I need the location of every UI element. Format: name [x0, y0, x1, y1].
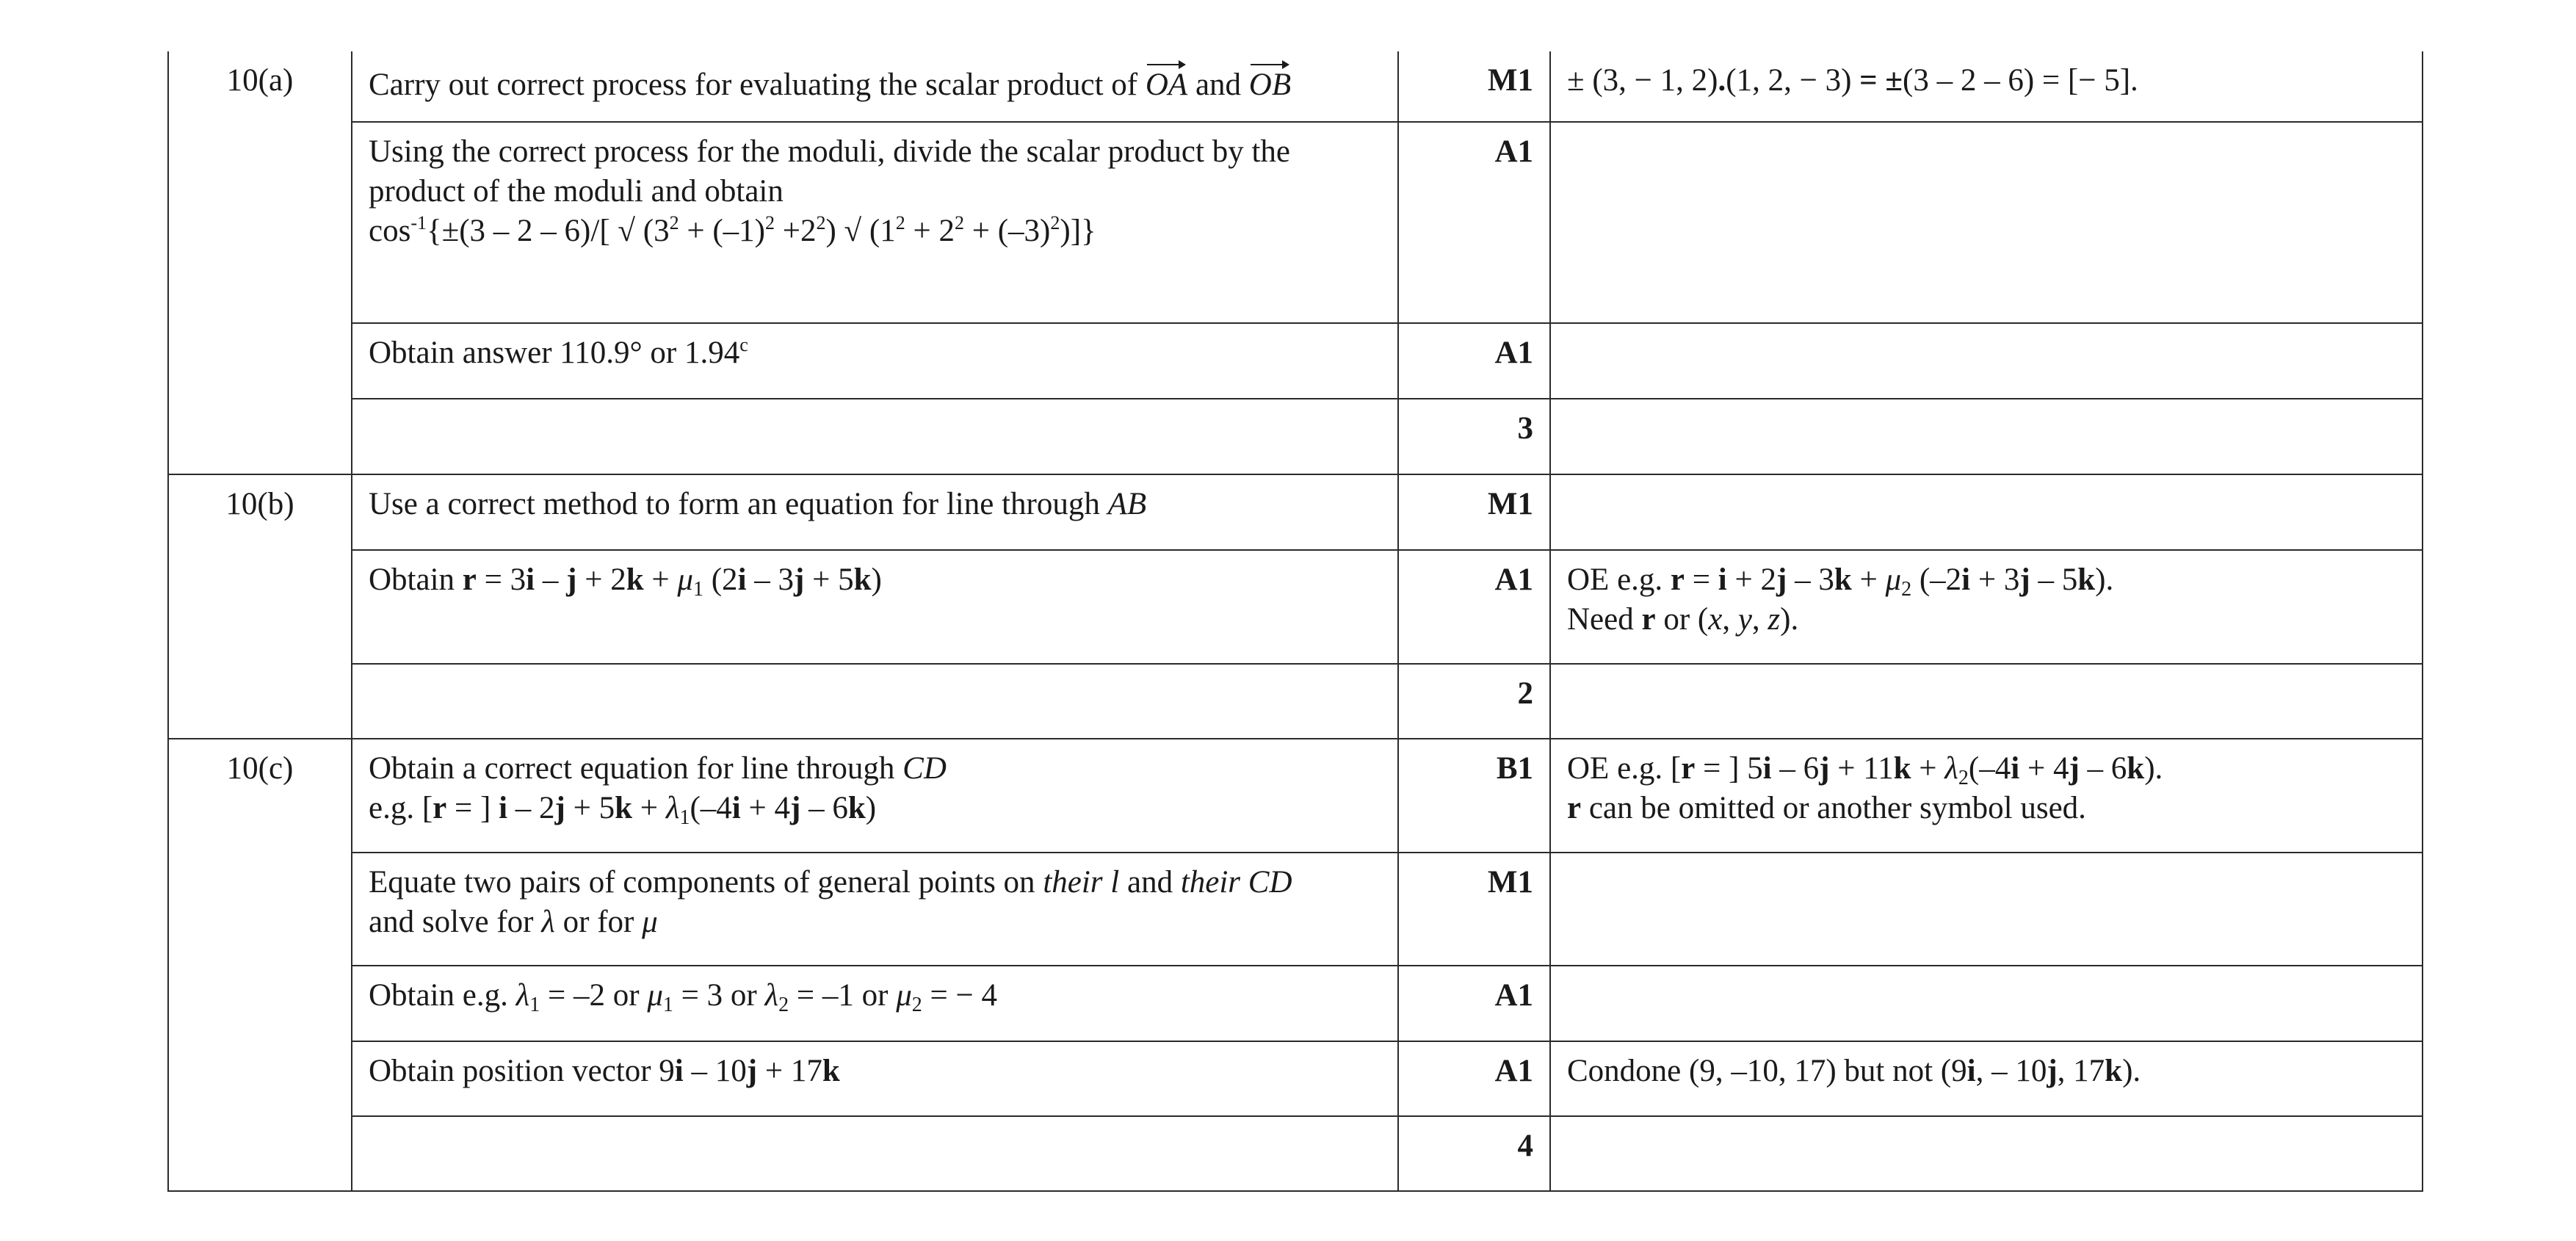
total-mark-cell: 4: [1398, 1116, 1550, 1191]
mark-cell: A1: [1398, 1041, 1550, 1116]
guidance-cell: Condone (9, –10, 17) but not (9i, – 10j, 17k).: [1550, 1041, 2423, 1116]
mark-cell: M1: [1398, 474, 1550, 550]
table-row: [168, 51, 2423, 122]
answer-cell: [352, 399, 1398, 474]
answer-cell: Carry out correct process for evaluating the scalar product of OA and OB: [352, 51, 1398, 122]
question-number-10b: 10(b): [168, 474, 352, 550]
mark-cell: A1: [1398, 550, 1550, 664]
question-spacer: [168, 550, 352, 664]
guidance-cell: OE e.g. [r = ] $5i - 6j + 11k + \lambda_2(-4i + 4j - 6k)$. r can be omitted or another symbol used.: [1550, 739, 2423, 853]
table-row: [168, 323, 2423, 399]
mark-cell: A1: [1398, 966, 1550, 1041]
question-spacer: [168, 853, 352, 966]
answer-cell: Using the correct process for the moduli, divide the scalar product by the product of the moduli and obtain $\cos^{-1}\{\pm(3 - 2 - 6)/$[ √ $(3^2 + (-1)^2 +2^2)$ √ $(1^2 + 2^2 + (-3)^2)$]}: [352, 122, 1398, 323]
table-row-total: [168, 664, 2423, 739]
guidance-cell: [1550, 474, 2423, 550]
question-spacer: [168, 664, 352, 739]
mark-cell: M1: [1398, 853, 1550, 966]
guidance-cell: [1550, 853, 2423, 966]
question-spacer: [168, 1116, 352, 1191]
total-mark-cell: 3: [1398, 399, 1550, 474]
question-spacer: [168, 966, 352, 1041]
answer-cell: Obtain a correct equation for line through CD e.g. [r = ] $i - 2j + 5k + \lambda_1(-4i + 4j - 6k)$: [352, 739, 1398, 853]
table-row: [168, 1041, 2423, 1116]
guidance-cell: [1550, 399, 2423, 474]
guidance-cell: [1550, 122, 2423, 323]
guidance-cell: [1550, 323, 2423, 399]
vector-ob: OB: [1249, 61, 1291, 105]
answer-cell: [352, 1116, 1398, 1191]
answer-cell: [352, 664, 1398, 739]
question-spacer: [168, 1041, 352, 1116]
table-row: [168, 550, 2423, 664]
mark-cell: A1: [1398, 323, 1550, 399]
answer-cell: Obtain e.g. $\lambda_1 = -2$ or $\mu_1 = 3$ or $\lambda_2 = -1$ or $\mu_2$ = − 4: [352, 966, 1398, 1041]
answer-cell: Obtain $r = 3i - j + 2k + \mu_1$ (2i – 3j + 5k): [352, 550, 1398, 664]
answer-cell: Obtain answer 110.9° or 1.94$^c$: [352, 323, 1398, 399]
mark-cell: B1: [1398, 739, 1550, 853]
question-spacer: [168, 323, 352, 399]
guidance-cell: ± (3, − 1, 2).(1, 2, − 3) = ±(3 – 2 – 6) = [− 5].: [1550, 51, 2423, 122]
table-row: [168, 853, 2423, 966]
table-row: [168, 966, 2423, 1041]
question-number-10a: 10(a): [168, 51, 352, 122]
answer-cell: Use a correct method to form an equation for line through AB: [352, 474, 1398, 550]
mark-cell: A1: [1398, 122, 1550, 323]
guidance-cell: [1550, 664, 2423, 739]
question-spacer: [168, 399, 352, 474]
table-row-total: [168, 399, 2423, 474]
answer-cell: Obtain position vector 9i – 10j + 17k: [352, 1041, 1398, 1116]
guidance-cell: OE e.g. $r = i + 2j - 3k + \mu_2$ (–2i + 3j – 5k). Need r or (x, y, z).: [1550, 550, 2423, 664]
mark-scheme-table: [167, 51, 2423, 1192]
table-row: [168, 739, 2423, 853]
guidance-cell: [1550, 966, 2423, 1041]
table-row-total: [168, 1116, 2423, 1191]
question-spacer: [168, 122, 352, 323]
question-number-10c: 10(c): [168, 739, 352, 853]
mark-cell: M1: [1398, 51, 1550, 122]
guidance-cell: [1550, 1116, 2423, 1191]
answer-cell: Equate two pairs of components of general points on their l and their CD and solve for λ or for μ: [352, 853, 1398, 966]
total-mark-cell: 2: [1398, 664, 1550, 739]
table-row: [168, 474, 2423, 550]
vector-oa: OA: [1146, 61, 1187, 105]
table-row: [168, 122, 2423, 323]
